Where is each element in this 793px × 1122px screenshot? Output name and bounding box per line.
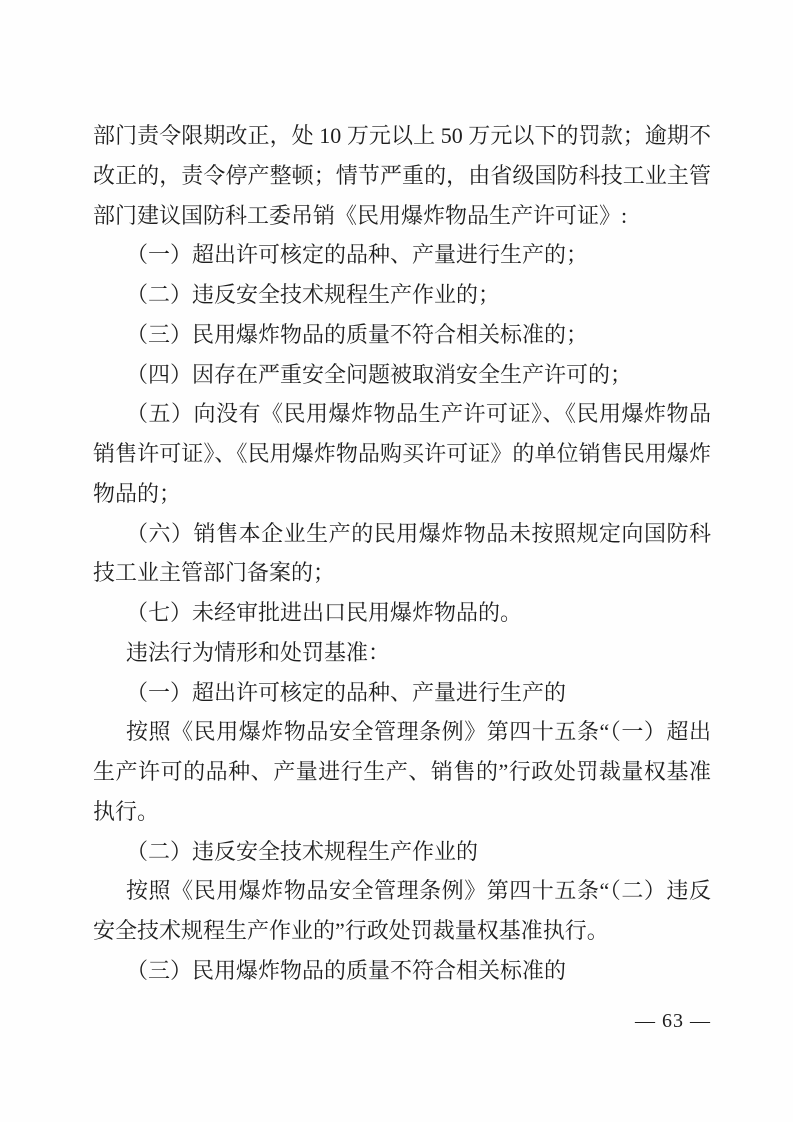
text-line: 物品的； — [93, 480, 182, 506]
text-line: （一）超出许可核定的品种、产量进行生产的； — [126, 242, 589, 268]
text-line: 安全技术规程生产作业的”行政处罚裁量权基准执行。 — [93, 918, 609, 943]
text-line: 按照《民用爆炸物品安全管理条例》第四十五条“（二）违反 — [126, 878, 711, 904]
document-body-text — [93, 116, 711, 991]
text-line: 部门建议国防科工委吊销《民用爆炸物品生产许可证》: — [93, 202, 628, 228]
text-line: 生产许可的品种、产量进行生产、销售的”行政处罚裁量权基准 — [93, 759, 711, 784]
page-footer — [0, 1010, 711, 1033]
text-line: （三）民用爆炸物品的质量不符合相关标准的； — [126, 321, 589, 347]
text-line: （五）向没有《民用爆炸物品生产许可证》、《民用爆炸物品 — [126, 401, 711, 427]
text-line: （三）民用爆炸物品的质量不符合相关标准的 — [126, 957, 567, 983]
text-line: （二）违反安全技术规程生产作业的； — [126, 282, 501, 307]
text-line: （二）违反安全技术规程生产作业的 — [126, 838, 479, 864]
text-line: （六）销售本企业生产的民用爆炸物品未按照规定向国防科 — [126, 520, 711, 546]
text-line: 违法行为情形和处罚基准： — [126, 639, 391, 665]
text-line: （七）未经审批进出口民用爆炸物品的。 — [126, 600, 523, 625]
text-line: （一）超出许可核定的品种、产量进行生产的 — [126, 679, 567, 705]
text-line: （四）因存在严重安全问题被取消安全生产许可的； — [126, 361, 633, 387]
text-line: 技工业主管部门备案的； — [93, 560, 336, 586]
text-line: 执行。 — [93, 798, 160, 824]
text-line: 部门责令限期改正，处 10 万元以上 50 万元以下的罚款；逾期不 — [93, 123, 711, 148]
text-line: 销售许可证》、《民用爆炸物品购买许可证》的单位销售民用爆炸 — [93, 441, 711, 466]
text-line: 按照《民用爆炸物品安全管理条例》第四十五条“（一）超出 — [126, 719, 711, 745]
page-number: — 63 — — [635, 1010, 711, 1032]
text-line: 改正的，责令停产整顿；情节严重的，由省级国防科技工业主管 — [93, 162, 711, 188]
